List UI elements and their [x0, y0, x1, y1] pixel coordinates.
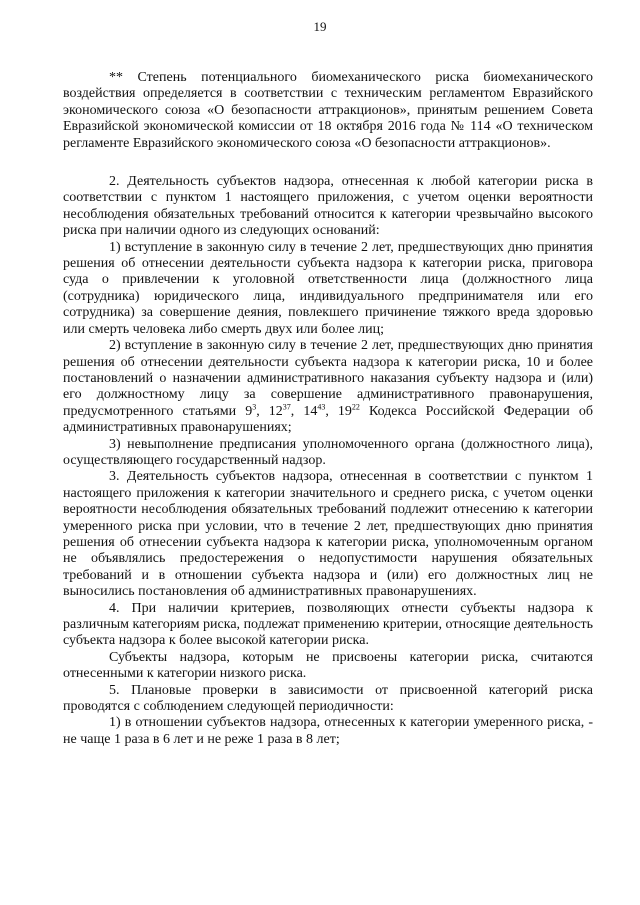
paragraph-2: 2. Деятельность субъектов надзора, отнесенная к любой категории риска в соответствии с пунктом 1 настоящего приложения, с учетом оценки вероятности несоблюдения обязательных требований относится к категории чрезвычайно высокого риска при наличии одного из следующих оснований:: [63, 174, 593, 239]
superscript-14: 43: [317, 402, 326, 412]
superscript-19: 22: [351, 402, 360, 412]
paragraph-3: 3. Деятельность субъектов надзора, отнесенная в соответствии с пунктом 1 настоящего приложения к категории значительного и среднего риска, с учетом оценки вероятности несоблюдения обязательных требований подлежит отнесению к категории умеренного риска при условии, что в течение 2 лет, предшествующих дню принятия решения об отнесении субъекта надзора к категории риска, уполномоченным органом не объявлялись предостережения о недопустимости нарушения обязательных требований и в отношении субъекта надзора и (или) его должностных лиц не выносились постановления об административных правонарушениях.: [63, 469, 593, 600]
paragraph-2-item-1: 1) вступление в законную силу в течение 2 лет, предшествующих дню принятия решения об отнесении деятельности субъекта надзора к категории риска, приговора суда о привлечении к уголовной ответственности лица (должностного лица (сотрудника) юридического лица, индивидуального предпринимателя или его сотрудника) за совершение деяния, повлекшего причинение тяжкого вреда здоровью или смерть человека либо смерть двух или более лиц;: [63, 239, 593, 337]
paragraph-2-item-3: 3) невыполнение предписания уполномоченного органа (должностного лица), осуществляющего государственный надзор.: [63, 436, 593, 468]
paragraph-5-item-1: 1) в отношении субъектов надзора, отнесенных к категории умеренного риска, - не чаще 1 раза в 6 лет и не реже 1 раза в 8 лет;: [63, 715, 593, 747]
document-body: [63, 70, 593, 748]
superscript-9: 3: [252, 402, 257, 412]
item-2-text-mid-2: , 14: [290, 403, 318, 419]
paragraph-4: 4. При наличии критериев, позволяющих отнести субъекты надзора к различным категориям риска, подлежат применению критерии, относящие деятельность субъекта надзора к более высокой категории риска.: [63, 600, 593, 649]
item-2-text-before: 2) вступление в законную силу в течение 2 лет, предшествующих дню принятия решения об отнесении деятельности субъекта надзора к категории риска, 10 и более постановлений о назначении административного наказания субъекту надзора и (или) его должностному лицу за совершение административного правонарушения, предусмотренного статьями 9: [63, 338, 593, 419]
item-2-text-after: Кодекса Российской Федерации об административных правонарушениях;: [63, 403, 593, 436]
superscript-12: 37: [282, 402, 291, 412]
item-2-text-mid-3: , 19: [325, 403, 352, 419]
paragraph-2-item-2: [63, 338, 593, 436]
footnote-paragraph: ** Степень потенциального биомеханического риска биомеханического воздействия определяется в соответствии с техническим регламентом Евразийского экономического союза «О безопасности аттракционов», принятым решением Совета Евразийской экономической комиссии от 18 октября 2016 года № 114 «О техническом регламенте Евразийского экономического союза «О безопасности аттракционов».: [63, 70, 593, 151]
paragraph-4-note: Субъекты надзора, которым не присвоены категории риска, считаются отнесенными к категории низкого риска.: [63, 649, 593, 682]
page-number: 19: [313, 19, 327, 34]
paragraph-5: 5. Плановые проверки в зависимости от присвоенной категорий риска проводятся с соблюдением следующей периодичности:: [63, 682, 593, 715]
item-2-text-mid-1: , 12: [256, 403, 283, 419]
